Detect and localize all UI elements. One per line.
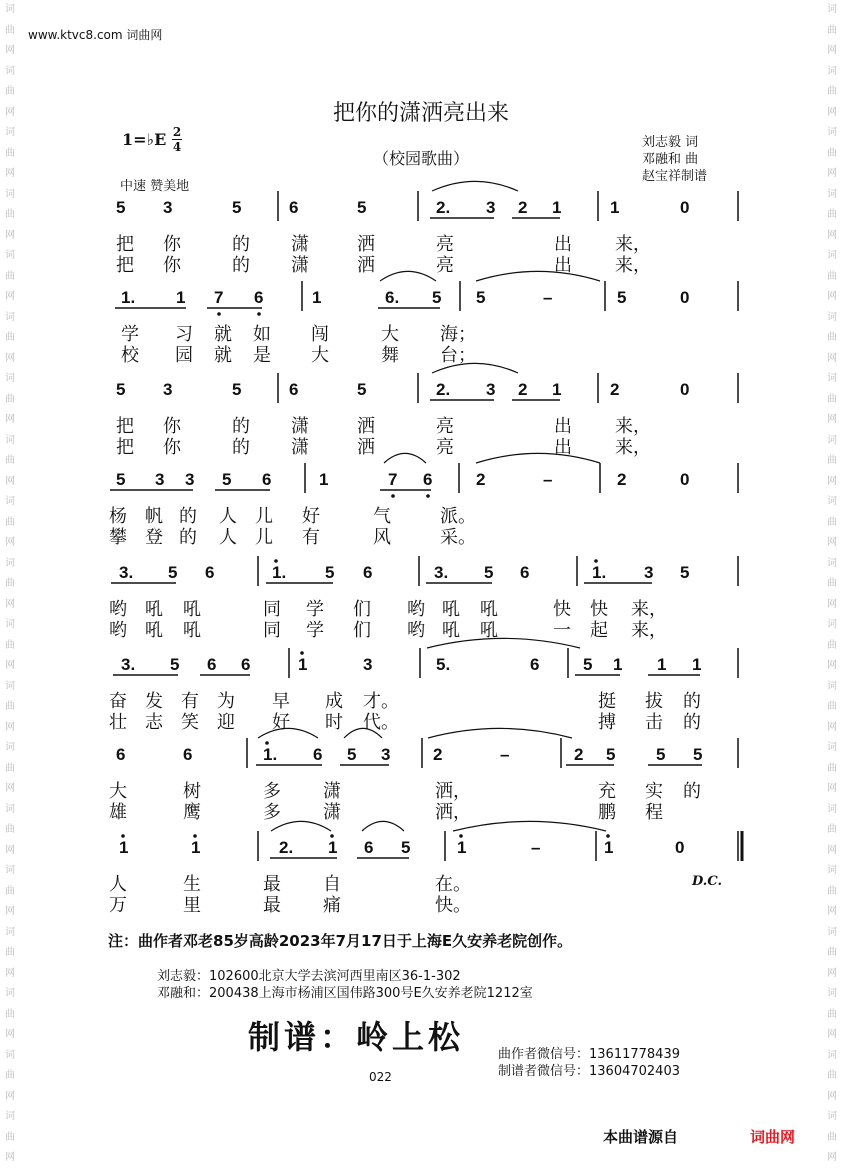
lyric-verse2: 吼 (183, 620, 201, 641)
lyric-verse1: 把 (116, 234, 134, 255)
score-note: 6 (364, 838, 374, 857)
score-note: 5 (168, 563, 178, 582)
score-note: 6 (289, 198, 299, 217)
lyric-verse1: 早 (272, 691, 290, 712)
lyric-verse1: 来， (615, 234, 651, 255)
lyric-verse1: 大 (381, 324, 399, 345)
score-note: 3 (486, 198, 496, 217)
slur (384, 453, 426, 463)
score-note: 6 (423, 470, 433, 489)
lyric-verse1: 洒 (357, 416, 375, 437)
lyric-verse2: 把 (116, 437, 134, 458)
lyric-verse2: 攀 (109, 527, 127, 548)
key-signature: 1=♭E (122, 130, 167, 149)
score-note: 1 (119, 838, 129, 857)
lyric-verse2: 击 (645, 712, 663, 733)
tempo-marking: 中速 赞美地 (120, 179, 190, 194)
lyric-verse1: 人 (219, 506, 237, 527)
lyric-verse2: 万 (109, 895, 127, 916)
score-note: – (500, 745, 510, 764)
octave-dot-low (217, 312, 221, 316)
lyric-verse1: 洒， (435, 781, 471, 802)
lyric-verse1: 亮 (436, 234, 454, 255)
lyric-verse2: 吼 (442, 620, 460, 641)
score-note: 0 (680, 470, 690, 489)
dc-mark: D.C. (692, 874, 722, 889)
score-note: 1 (328, 838, 338, 857)
slur (476, 271, 600, 281)
score-note: 1 (657, 655, 667, 674)
lyric-verse2: 台； (440, 345, 476, 366)
lyric-verse2: 潇 (291, 437, 309, 458)
address-composer: 邓融和：200438上海市杨浦区国伟路300号E久安养老院1212室 (157, 986, 533, 1001)
score-note: 2. (436, 198, 451, 217)
score-note: 1 (613, 655, 623, 674)
score-note: 1. (121, 288, 136, 307)
lyric-verse1: 的 (683, 781, 701, 802)
lyric-verse1: 有 (181, 691, 199, 712)
lyric-verse1: 哟 (109, 599, 127, 620)
octave-dot-high (274, 559, 278, 563)
lyric-verse1: 拔 (645, 691, 663, 712)
lyric-verse1: 人 (109, 874, 127, 895)
lyric-verse1: 来， (615, 416, 651, 437)
lyric-verse1: 海； (440, 324, 476, 345)
lyric-verse1: 闯 (311, 324, 329, 345)
lyric-verse1: 充 (598, 781, 616, 802)
score-note: 5 (222, 470, 232, 489)
score-note: 5 (116, 198, 126, 217)
lyric-verse2: 痛 (323, 895, 341, 916)
wechat-info (498, 1046, 680, 1080)
lyric-verse2: 学 (306, 620, 324, 641)
lyric-verse1: 把 (116, 416, 134, 437)
score-note: 3 (486, 380, 496, 399)
slur (453, 821, 606, 831)
score-note: 1 (319, 470, 329, 489)
lyric-verse2: 快。 (435, 895, 471, 916)
lyric-verse2: 风 (373, 527, 391, 548)
score-note: 3 (185, 470, 195, 489)
lyric-verse2: 最 (263, 895, 281, 916)
credit-composer: 邓融和 曲 (642, 152, 699, 167)
score-note: 2 (518, 198, 528, 217)
lyric-verse2: 就 (214, 345, 232, 366)
wechat-arranger: 制谱者微信号：13604702403 (498, 1064, 680, 1079)
lyric-verse2: 校 (121, 345, 139, 366)
source-brand[interactable]: 词曲网 (750, 1128, 796, 1146)
score-note: 5 (583, 655, 593, 674)
song-title: 把你的潇洒亮出来 (332, 101, 509, 126)
score-note: 5 (347, 745, 357, 764)
lyric-verse1: 的 (179, 506, 197, 527)
score-note: 7 (214, 288, 224, 307)
lyric-verse2: 园 (175, 345, 193, 366)
lyric-verse1: 同 (263, 599, 281, 620)
score-note: 5. (436, 655, 451, 674)
lyric-verse1: 挺 (598, 691, 616, 712)
site-header[interactable]: www.ktvc8.com 词曲网 (28, 28, 163, 42)
lyric-verse1: 就 (214, 324, 232, 345)
score-note: 1 (610, 198, 620, 217)
lyric-verse1: 气 (373, 506, 391, 527)
score-note: 2. (279, 838, 294, 857)
lyric-verse2: 采。 (440, 527, 476, 548)
octave-dot-low (426, 494, 430, 498)
lyric-verse1: 潇 (291, 234, 309, 255)
addresses (157, 968, 533, 1002)
lyric-verse1: 的 (232, 416, 250, 437)
lyric-verse2: 多 (263, 802, 281, 823)
address-lyricist: 刘志毅：102600北京大学去滨河西里南区36-1-302 (157, 969, 461, 984)
lyric-verse2: 代。 (363, 712, 399, 733)
score-note: 6 (363, 563, 373, 582)
score-note: 5 (484, 563, 494, 582)
time-sig-top: 2 (172, 125, 182, 139)
octave-dot-high (330, 834, 334, 838)
slur (380, 271, 436, 281)
score-note: 1 (604, 838, 614, 857)
lyric-verse2: 洒， (435, 802, 471, 823)
score-note: 1 (692, 655, 702, 674)
lyric-verse1: 们 (353, 599, 371, 620)
watermark-right: 词曲网词曲网词曲网词曲网词曲网词曲网词曲网词曲网词曲网词曲网词曲网词曲网词曲网词曲网词曲网词曲网词曲网词曲网词曲网 (827, 4, 837, 1163)
score-note: 0 (675, 838, 685, 857)
octave-dot-low (257, 312, 261, 316)
lyric-verse2: 吼 (145, 620, 163, 641)
lyric-verse1: 最 (263, 874, 281, 895)
score-note: – (543, 470, 553, 489)
score-note: 1 (312, 288, 322, 307)
lyric-verse1: 吼 (480, 599, 498, 620)
octave-dot-high (121, 834, 125, 838)
octave-dot-high (459, 834, 463, 838)
lyric-verse2: 志 (145, 712, 163, 733)
lyric-verse2: 来， (615, 437, 651, 458)
score-note: 3. (119, 563, 134, 582)
lyric-verse1: 的 (683, 691, 701, 712)
score-note: 5 (617, 288, 627, 307)
octave-dot-high (300, 651, 304, 655)
lyric-verse1: 你 (163, 416, 181, 437)
slur (428, 728, 572, 738)
octave-dot-high (606, 834, 610, 838)
lyric-verse2: 吼 (480, 620, 498, 641)
lyric-verse1: 树 (183, 781, 201, 802)
lyric-verse2: 的 (179, 527, 197, 548)
lyric-verse2: 里 (183, 895, 201, 916)
lyric-verse1: 多 (263, 781, 281, 802)
score-note: 2 (574, 745, 584, 764)
score-note: 6 (530, 655, 540, 674)
lyric-verse1: 吼 (183, 599, 201, 620)
score-note: 2 (433, 745, 443, 764)
score-note: 3. (434, 563, 449, 582)
score-note: 3 (163, 380, 173, 399)
song-subtitle: （校园歌曲） (372, 149, 469, 168)
score-note: 5 (232, 198, 242, 217)
page-number: 022 (369, 1070, 392, 1084)
lyric-verse1: 洒 (357, 234, 375, 255)
score-note: 3 (163, 198, 173, 217)
lyric-verse1: 儿 (255, 506, 273, 527)
lyric-verse2: 出 (554, 437, 572, 458)
score-note: 1. (272, 563, 287, 582)
lyric-verse2: 儿 (255, 527, 273, 548)
lyric-verse2: 潇 (323, 802, 341, 823)
score-note: 6 (116, 745, 126, 764)
lyric-verse1: 如 (253, 324, 271, 345)
credit-lyricist: 刘志毅 词 (642, 135, 699, 150)
lyric-verse2: 壮 (109, 712, 127, 733)
lyric-verse2: 鹏 (598, 802, 616, 823)
lyric-verse2: 舞 (381, 345, 399, 366)
lyric-verse2: 起 (590, 620, 608, 641)
lyric-verse1: 为 (217, 691, 235, 712)
lyric-verse2: 笑 (181, 712, 199, 733)
lyric-verse1: 来， (631, 599, 667, 620)
lyric-verse2: 你 (163, 255, 181, 276)
score-note: 0 (680, 198, 690, 217)
score-note: 1 (298, 655, 308, 674)
lyric-verse2: 洒 (357, 437, 375, 458)
lyric-verse2: 出 (554, 255, 572, 276)
lyric-verse2: 潇 (291, 255, 309, 276)
score-note: 5 (432, 288, 442, 307)
lyric-verse1: 好 (302, 506, 320, 527)
lyric-verse2: 亮 (436, 255, 454, 276)
lyric-verse2: 的 (232, 437, 250, 458)
lyric-verse1: 大 (109, 781, 127, 802)
lyric-verse1: 哟 (407, 599, 425, 620)
lyric-verse1: 学 (121, 324, 139, 345)
score-note: 5 (325, 563, 335, 582)
lyric-verse2: 们 (353, 620, 371, 641)
lyric-verse2: 的 (232, 255, 250, 276)
score-note: 6 (520, 563, 530, 582)
slur (432, 181, 518, 191)
lyric-verse2: 你 (163, 437, 181, 458)
lyric-verse1: 出 (554, 234, 572, 255)
lyric-verse2: 亮 (436, 437, 454, 458)
lyric-verse1: 发 (145, 691, 163, 712)
score-note: 1 (552, 380, 562, 399)
lyric-verse1: 奋 (109, 691, 127, 712)
score-note: 6 (254, 288, 264, 307)
lyric-verse1: 才。 (363, 691, 399, 712)
score-note: 2 (610, 380, 620, 399)
score-note: 7 (388, 470, 398, 489)
lyric-verse2: 人 (219, 527, 237, 548)
lyric-verse2: 雄 (109, 802, 127, 823)
score-note: 3 (381, 745, 391, 764)
score-note: 1 (457, 838, 467, 857)
score-note: 6 (289, 380, 299, 399)
score-note: 3 (363, 655, 373, 674)
lyric-verse2: 鹰 (183, 802, 201, 823)
score-note: 1. (592, 563, 607, 582)
score-note: 5 (656, 745, 666, 764)
score-note: 5 (357, 198, 367, 217)
score-note: 6 (207, 655, 217, 674)
score-note: 6 (183, 745, 193, 764)
score-note: 2 (476, 470, 486, 489)
slur (476, 453, 600, 463)
score-note: 5 (476, 288, 486, 307)
lyric-verse1: 派。 (440, 506, 476, 527)
lyric-verse1: 帆 (145, 506, 163, 527)
lyric-verse2: 来， (615, 255, 651, 276)
lyric-verse2: 时 (325, 712, 343, 733)
score-note: 5 (116, 470, 126, 489)
lyric-verse2: 哟 (407, 620, 425, 641)
score-note: 5 (680, 563, 690, 582)
lyric-verse2: 的 (683, 712, 701, 733)
score-note: 6. (385, 288, 400, 307)
score-note: 6 (205, 563, 215, 582)
score-note: 2 (518, 380, 528, 399)
watermark-left: 词曲网词曲网词曲网词曲网词曲网词曲网词曲网词曲网词曲网词曲网词曲网词曲网词曲网词曲网词曲网词曲网词曲网词曲网词曲网 (5, 4, 15, 1163)
octave-dot-high (594, 559, 598, 563)
lyric-verse2: 有 (302, 527, 320, 548)
octave-dot-low (391, 494, 395, 498)
score-note: – (531, 838, 541, 857)
lyric-verse2: 一 (553, 620, 571, 641)
octave-dot-high (265, 741, 269, 745)
lyric-verse1: 快 (590, 599, 608, 620)
lyric-verse2: 好 (272, 712, 290, 733)
score-note: 6 (241, 655, 251, 674)
score-note: 2 (617, 470, 627, 489)
signature: 制谱：岭上松 (248, 1018, 465, 1056)
lyric-verse1: 自 (323, 874, 341, 895)
lyric-verse1: 的 (232, 234, 250, 255)
score-note: 3 (644, 563, 654, 582)
lyric-verse2: 把 (116, 255, 134, 276)
lyric-verse2: 同 (263, 620, 281, 641)
score-note: 3. (121, 655, 136, 674)
score-note: 1. (263, 745, 278, 764)
lyric-verse2: 洒 (357, 255, 375, 276)
remark: 注：曲作者邓老85岁高龄2023年7月17日于上海E久安养老院创作。 (108, 932, 573, 950)
lyric-verse1: 快 (553, 599, 571, 620)
lyric-verse1: 生 (183, 874, 201, 895)
wechat-composer: 曲作者微信号：13611778439 (498, 1047, 680, 1062)
lyric-verse1: 潇 (323, 781, 341, 802)
score-note: – (543, 288, 553, 307)
slur (362, 821, 404, 831)
lyric-verse1: 你 (163, 234, 181, 255)
score-note: 5 (232, 380, 242, 399)
score-note: 0 (680, 288, 690, 307)
score-note: 5 (606, 745, 616, 764)
lyric-verse1: 学 (306, 599, 324, 620)
time-sig-bottom: 4 (172, 140, 182, 154)
lyric-verse1: 吼 (442, 599, 460, 620)
score-note: 3 (155, 470, 165, 489)
lyric-verse1: 吼 (145, 599, 163, 620)
score-note: 0 (680, 380, 690, 399)
lyric-verse1: 亮 (436, 416, 454, 437)
lyric-verse1: 潇 (291, 416, 309, 437)
score-note: 5 (401, 838, 411, 857)
score-note: 6 (313, 745, 323, 764)
score-note: 5 (693, 745, 703, 764)
lyric-verse2: 登 (145, 527, 163, 548)
lyric-verse2: 搏 (598, 712, 616, 733)
score-note: 5 (116, 380, 126, 399)
octave-dot-high (193, 834, 197, 838)
score-note: 1 (176, 288, 186, 307)
lyric-verse1: 习 (175, 324, 193, 345)
source-label: 本曲谱源自 (603, 1128, 679, 1146)
credit-arranger: 赵宝祥制谱 (642, 169, 708, 184)
lyric-verse1: 在。 (435, 874, 471, 895)
lyric-verse1: 成 (325, 691, 343, 712)
lyric-verse2: 是 (253, 345, 271, 366)
lyric-verse1: 杨 (109, 506, 127, 527)
score-note: 6 (262, 470, 272, 489)
score-note: 2. (436, 380, 451, 399)
score-note: 1 (552, 198, 562, 217)
lyric-verse1: 出 (554, 416, 572, 437)
lyric-verse2: 来， (631, 620, 667, 641)
score-note: 5 (170, 655, 180, 674)
score-note: 1 (191, 838, 201, 857)
lyric-verse2: 大 (311, 345, 329, 366)
lyric-verse1: 实 (645, 781, 663, 802)
score-note: 5 (357, 380, 367, 399)
lyric-verse2: 迎 (217, 712, 235, 733)
lyric-verse2: 哟 (109, 620, 127, 641)
lyric-verse2: 程 (645, 802, 663, 823)
